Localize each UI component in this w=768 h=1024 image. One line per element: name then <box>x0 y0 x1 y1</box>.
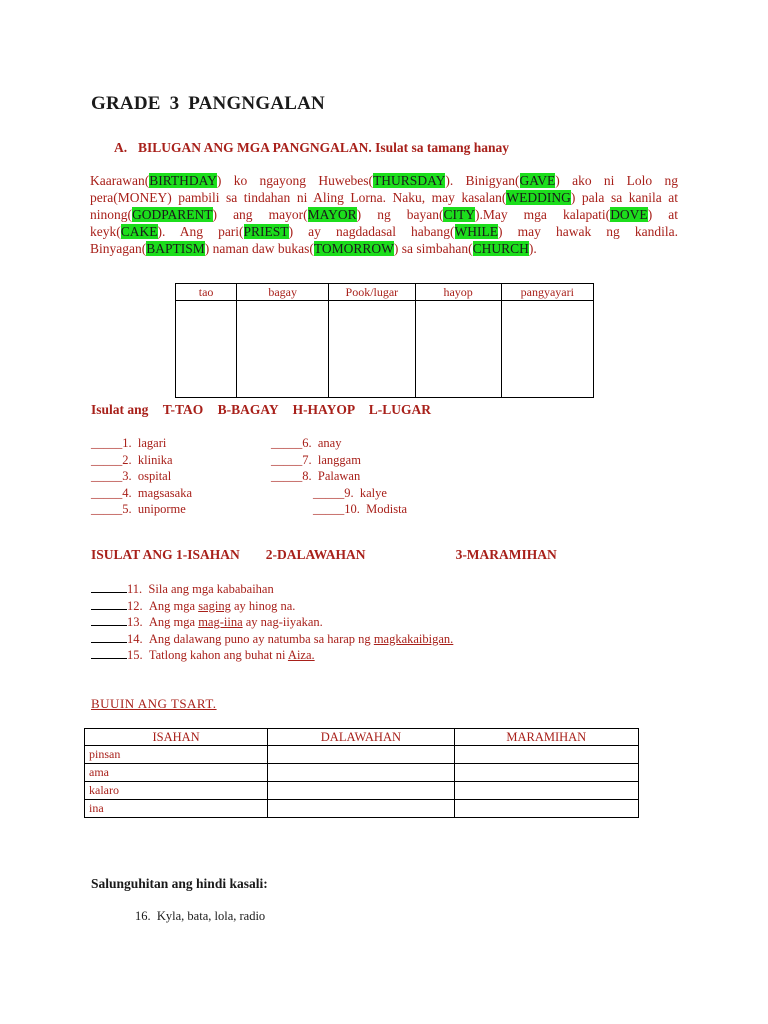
answer-blank[interactable]: _____ <box>271 452 303 467</box>
paragraph-text: ninong( <box>90 207 132 222</box>
item-number: 16. <box>135 909 151 923</box>
answer-blank[interactable] <box>91 647 127 659</box>
answer-blank[interactable]: _____ <box>313 485 345 500</box>
answer-blank[interactable] <box>91 614 127 626</box>
section-a-letter: A. <box>114 140 128 155</box>
legend-key-bagay: B-BAGAY <box>217 402 279 417</box>
underlined-noun: mag-iina <box>198 615 243 629</box>
item-number: 6. <box>302 436 312 450</box>
row-word: pinsan <box>85 746 268 764</box>
item-text: Ang dalawang puno ay natumba sa harap ng <box>148 631 374 646</box>
item-text: anay <box>317 436 342 450</box>
category-header-hayop: hayop <box>415 284 501 301</box>
paragraph-line <box>90 206 678 223</box>
list-item <box>271 452 407 469</box>
chart-header-maramihan: MARAMIHAN <box>454 729 638 746</box>
number-key-maramihan: 3-MARAMIHAN <box>455 547 557 562</box>
list-item <box>91 435 192 452</box>
paragraph-text: ).May mga kalapati( <box>474 207 611 222</box>
item-number: 9. <box>344 485 354 500</box>
section-a-heading <box>114 140 509 156</box>
list-item <box>91 468 192 485</box>
answer-blank[interactable]: _____ <box>271 436 303 450</box>
answer-cell[interactable] <box>454 746 638 764</box>
page-title: GRADE 3 PANGNGALAN <box>91 93 325 114</box>
highlighted-noun: GODPARENT <box>132 207 213 222</box>
highlighted-noun: MAYOR <box>307 207 357 222</box>
answer-blank[interactable]: _____ <box>271 469 303 483</box>
list-item <box>91 647 453 664</box>
answer-blank[interactable] <box>91 631 127 643</box>
list-item <box>91 581 453 598</box>
paragraph-line <box>90 189 678 206</box>
answer-blank[interactable]: _____ <box>313 502 345 516</box>
item-number: 5. <box>122 502 132 516</box>
category-cell[interactable] <box>237 301 329 398</box>
item-text: Ang mga <box>148 615 199 629</box>
answer-blank[interactable]: _____ <box>91 452 123 467</box>
paragraph-text: keyk( <box>90 224 121 239</box>
answer-blank[interactable]: _____ <box>91 485 123 500</box>
legend-key-lugar: L-LUGAR <box>368 402 431 417</box>
paragraph-text: ) naman daw bukas( <box>204 241 314 256</box>
highlighted-noun: WEDDING <box>506 190 571 205</box>
category-cell[interactable] <box>176 301 237 398</box>
item-number: 13. <box>127 615 143 629</box>
paragraph-text: ) ng bayan( <box>356 207 444 222</box>
item-text: Tatlong kahon ang buhat ni <box>148 648 288 662</box>
paragraph-text: ) may hawak ng kandila. <box>498 224 678 239</box>
category-header-bagay: bagay <box>237 284 329 301</box>
list-item <box>91 501 192 518</box>
highlighted-noun: PRIEST <box>243 224 289 239</box>
paragraph-text: ). Ang pari( <box>157 224 244 239</box>
item-number: 14. <box>127 631 143 646</box>
item-text: Palawan <box>317 469 361 483</box>
answer-blank[interactable] <box>91 581 127 593</box>
item-number: 11. <box>127 582 143 596</box>
list-item <box>271 435 407 452</box>
isulat-label: Isulat ang <box>91 402 149 417</box>
paragraph-line <box>90 172 678 189</box>
buuin-label: BUUIN ANG TSART. <box>91 696 217 711</box>
legend-key-hayop: H-HAYOP <box>292 402 355 417</box>
items-left-list <box>91 435 192 518</box>
item-text: Modista <box>366 502 408 516</box>
section-number-heading <box>91 547 557 563</box>
underlined-noun: saging <box>198 598 231 613</box>
legend-key-tao: T-TAO <box>162 402 204 417</box>
paragraph-text: ) sa simbahan( <box>393 241 473 256</box>
paragraph-text: Binyagan( <box>90 241 147 256</box>
item-number: 4. <box>122 485 132 500</box>
highlighted-noun: BIRTHDAY <box>149 173 217 188</box>
paragraph-text: ) ang mayor( <box>212 207 308 222</box>
highlighted-noun: CHURCH <box>472 241 529 256</box>
item-number: 8. <box>302 469 312 483</box>
highlighted-noun: CAKE <box>120 224 158 239</box>
table-row <box>85 782 639 800</box>
highlighted-noun: BAPTISM <box>146 241 205 256</box>
item-number: 15. <box>127 648 143 662</box>
paragraph-text: Kaarawan( <box>90 173 150 188</box>
answer-cell[interactable] <box>454 764 638 782</box>
item-text: Sila ang mga kababaihan <box>148 582 274 596</box>
list-item <box>91 452 192 469</box>
item-number: 10. <box>344 502 360 516</box>
category-header-pangyayari: pangyayari <box>501 284 593 301</box>
answer-blank[interactable] <box>91 598 127 610</box>
list-item <box>271 485 407 502</box>
answer-blank[interactable]: _____ <box>91 469 123 483</box>
item-number: 12. <box>127 598 143 613</box>
paragraph-text: ) at <box>647 207 678 222</box>
chart-table <box>84 728 639 818</box>
list-item <box>271 468 407 485</box>
row-word: ina <box>85 800 268 818</box>
item-text: langgam <box>317 452 361 467</box>
item-text: ospital <box>137 469 172 483</box>
underlined-noun: magkakaibigan. <box>373 631 454 646</box>
list-item <box>91 485 192 502</box>
chart-header-dalawahan: DALAWAHAN <box>268 729 454 746</box>
category-cell[interactable] <box>501 301 593 398</box>
items-number-list <box>91 581 453 664</box>
answer-cell[interactable] <box>268 764 454 782</box>
items-right-list <box>271 435 407 518</box>
answer-cell[interactable] <box>268 746 454 764</box>
underlined-noun: Aiza. <box>287 648 315 662</box>
item-text: magsasaka <box>137 485 193 500</box>
item-text: klinika <box>137 452 173 467</box>
answer-cell[interactable] <box>454 782 638 800</box>
item-text: ay hinog na. <box>230 598 296 613</box>
answer-blank[interactable]: _____ <box>91 502 123 516</box>
paragraph-text: ) ko ngayong Huwebes( <box>216 173 374 188</box>
item-text: Ang mga <box>148 598 199 613</box>
paragraph-text: ). Binigyan( <box>445 173 520 188</box>
paragraph-text: ) pala sa kanila at <box>570 190 678 205</box>
row-word: ama <box>85 764 268 782</box>
item-text: ay nag-iiyakan. <box>242 615 323 629</box>
item-text: kalye <box>359 485 387 500</box>
highlighted-noun: THURSDAY <box>373 173 446 188</box>
row-word: kalaro <box>85 782 268 800</box>
list-item <box>271 501 407 518</box>
highlighted-noun: CITY <box>443 207 475 222</box>
answer-cell[interactable] <box>268 782 454 800</box>
category-header-tao: tao <box>176 284 237 301</box>
section-a-text: BILUGAN ANG MGA PANGNGALAN. Isulat sa tamang hanay <box>138 140 510 155</box>
category-cell[interactable] <box>329 301 415 398</box>
table-row <box>85 746 639 764</box>
list-item <box>91 614 453 631</box>
paragraph-text: pera(MONEY) pambili sa tindahan ni Aling Lorna. Naku, may kasalan( <box>90 190 507 205</box>
number-key-isahan: ISULAT ANG 1-ISAHAN <box>91 547 240 562</box>
highlighted-noun: TOMORROW <box>313 241 394 256</box>
item-text: Kyla, bata, lola, radio <box>156 909 266 923</box>
list-item <box>91 598 453 615</box>
category-header-pook: Pook/lugar <box>329 284 415 301</box>
item-number: 7. <box>302 452 312 467</box>
answer-cell[interactable] <box>454 800 638 818</box>
answer-cell[interactable] <box>268 800 454 818</box>
item-number: 1. <box>122 436 132 450</box>
paragraph-text: ). <box>528 241 537 256</box>
question-16 <box>135 909 265 924</box>
answer-blank[interactable]: _____ <box>91 436 123 450</box>
salung-label: Salunguhitan ang hindi kasali: <box>91 876 268 891</box>
isulat-legend <box>91 402 431 418</box>
highlighted-noun: GAVE <box>519 173 556 188</box>
highlighted-noun: WHILE <box>454 224 499 239</box>
list-item <box>91 631 453 648</box>
item-number: 3. <box>122 469 132 483</box>
paragraph-text: ) ako ni Lolo ng <box>555 173 678 188</box>
story-paragraph <box>90 172 678 257</box>
item-text: uniporme <box>137 502 186 516</box>
paragraph-line <box>90 223 678 240</box>
table-row <box>85 764 639 782</box>
category-cell[interactable] <box>415 301 501 398</box>
highlighted-noun: DOVE <box>610 207 648 222</box>
item-number: 2. <box>122 452 132 467</box>
paragraph-line <box>90 240 678 257</box>
table-row <box>85 800 639 818</box>
item-text: lagari <box>137 436 167 450</box>
number-key-dalawahan: 2-DALAWAHAN <box>265 547 366 562</box>
chart-header-isahan: ISAHAN <box>85 729 268 746</box>
paragraph-text: ) ay nagdadasal habang( <box>288 224 455 239</box>
category-table <box>175 283 594 398</box>
